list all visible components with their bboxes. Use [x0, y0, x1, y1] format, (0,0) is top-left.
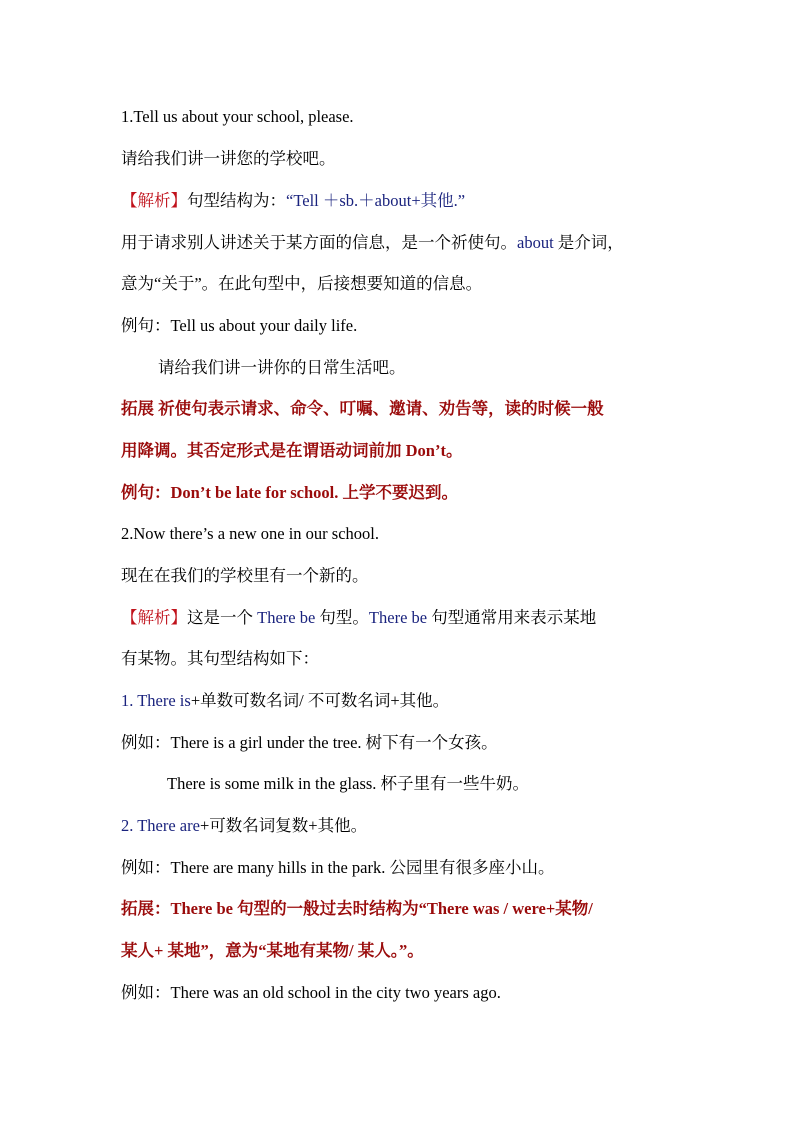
rule-1-example-2: There is some milk in the glass. 杯子里有一些牛奶。: [167, 774, 530, 793]
extension-2-line-2: 某人+ 某地”，意为“某地有某物/ 某人。”。: [121, 941, 424, 960]
usage-text: 用于请求别人讲述关于某方面的信息，是一个祈使句。: [121, 233, 517, 252]
usage-line-2: 意为“关于”。在此句型中，后接想要知道的信息。: [121, 274, 483, 293]
analysis-2-line-2: 有某物。其句型结构如下：: [121, 649, 319, 668]
rule-text: +可数名词复数+其他。: [199, 816, 368, 835]
analysis-label: 【解析】: [121, 191, 187, 210]
example-1: [121, 314, 357, 338]
usage-text-end: 是介词，: [553, 233, 624, 252]
analysis-text: 句型。: [315, 608, 369, 627]
usage-term: about: [517, 233, 554, 252]
extension-1-line-1: 拓展 祈使句表示请求、命令、叮嘱、邀请、劝告等，读的时候一般: [121, 399, 604, 418]
analysis-term: There be: [257, 608, 316, 627]
rule-1-example-1: 例如：There is a girl under the tree. 树下有一个女孩。: [121, 733, 498, 752]
extension-2-line-1: 拓展：There be 句型的一般过去时结构为“There was / were+某物/: [121, 899, 593, 918]
analysis-label: 【解析】: [121, 608, 187, 627]
analysis-text: 这是一个: [187, 608, 258, 627]
usage-line-1: [121, 231, 624, 255]
analysis-term: There be: [368, 608, 428, 627]
example-label: 例句：: [121, 316, 171, 335]
sentence-2: 2.Now there’s a new one in our school.: [121, 524, 379, 543]
rule-2: [121, 814, 367, 838]
rule-1: [121, 689, 449, 713]
example-sentence: Tell us about your daily life.: [170, 316, 358, 335]
analysis-text: 句型结构为：: [187, 191, 286, 210]
example-1-translation: 请给我们讲一讲你的日常生活吧。: [158, 358, 406, 377]
analysis-1: [121, 189, 465, 213]
analysis-2: [121, 606, 596, 630]
rule-text: +单数可数名词/ 不可数名词+其他。: [190, 691, 450, 710]
sentence-1-translation: 请给我们讲一讲您的学校吧。: [121, 149, 336, 168]
sentence-1: 1.Tell us about your school, please.: [121, 107, 354, 126]
extension-1-example: 例句：Don’t be late for school. 上学不要迟到。: [121, 483, 459, 502]
analysis-formula: “Tell ＋sb.＋about+其他.”: [286, 191, 466, 210]
extension-1-line-2: 用降调。其否定形式是在谓语动词前加 Don’t。: [121, 441, 463, 460]
rule-term: 1. There is: [121, 691, 191, 710]
analysis-text: 句型通常用来表示某地: [427, 608, 597, 627]
rule-term: 2. There are: [121, 816, 200, 835]
rule-2-example-1: 例如：There are many hills in the park. 公园里有很多座小山。: [121, 858, 555, 877]
extension-2-example: 例如：There was an old school in the city two years ago.: [121, 983, 501, 1002]
sentence-2-translation: 现在在我们的学校里有一个新的。: [121, 566, 369, 585]
